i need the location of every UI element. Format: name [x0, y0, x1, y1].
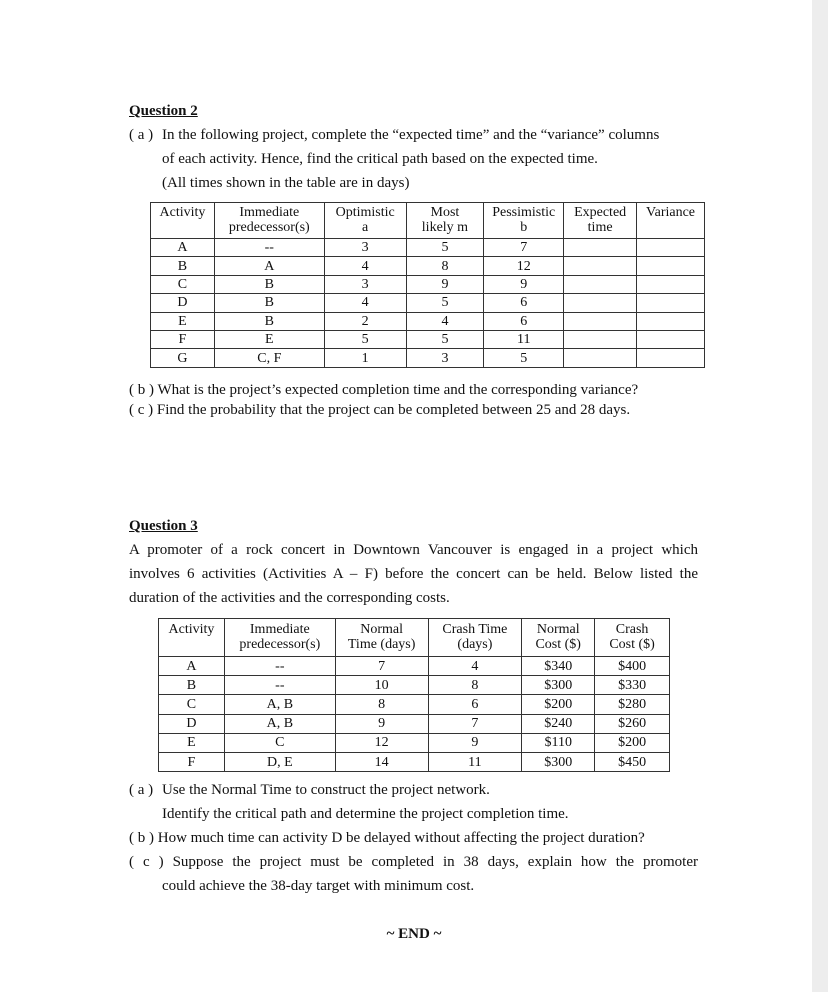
table-cell: B	[159, 676, 225, 695]
q2-col-activity: Activity	[151, 203, 215, 239]
table-cell: 3	[324, 239, 406, 257]
table-cell: $200	[522, 695, 595, 714]
table-cell: 5	[406, 239, 484, 257]
table-row	[159, 752, 670, 771]
table-cell	[637, 349, 705, 367]
table-row	[151, 275, 705, 293]
table-cell: E	[151, 312, 215, 330]
table-cell: 8	[406, 257, 484, 275]
table-cell: 9	[406, 275, 484, 293]
table-cell: E	[159, 733, 225, 752]
table-cell: $450	[595, 752, 670, 771]
q3-intro-line3: duration of the activities and the corresponding costs.	[129, 590, 450, 606]
table-cell	[564, 239, 637, 257]
table-cell: 6	[484, 294, 564, 312]
table-cell: $340	[522, 657, 595, 676]
table-cell	[564, 330, 637, 348]
q2-col-predecessor: Immediate predecessor(s)	[214, 203, 324, 239]
table-row	[151, 312, 705, 330]
table-cell: D	[151, 294, 215, 312]
table-cell: 14	[335, 752, 428, 771]
table-cell: 2	[324, 312, 406, 330]
q3-activity-table	[158, 618, 670, 772]
table-cell	[637, 330, 705, 348]
table-cell: 8	[335, 695, 428, 714]
table-cell: B	[151, 257, 215, 275]
table-cell: A, B	[224, 695, 335, 714]
q2-col-variance: Variance	[637, 203, 705, 239]
q3-part-b: ( b ) How much time can activity D be delayed without affecting the project duration?	[129, 830, 645, 846]
table-cell	[637, 275, 705, 293]
table-cell: $260	[595, 714, 670, 733]
table-cell: $400	[595, 657, 670, 676]
table-row	[159, 695, 670, 714]
table-cell: 12	[335, 733, 428, 752]
table-cell: 7	[484, 239, 564, 257]
q2-part-b: ( b ) What is the project’s expected completion time and the corresponding variance?	[129, 382, 639, 398]
table-cell: D, E	[224, 752, 335, 771]
table-cell: --	[214, 239, 324, 257]
q2-activity-table	[150, 202, 705, 368]
q2-part-a-line1: In the following project, complete the “expected time” and the “variance” columns	[162, 127, 660, 143]
table-cell: --	[224, 657, 335, 676]
table-row	[159, 657, 670, 676]
table-cell: 12	[484, 257, 564, 275]
table-row	[159, 714, 670, 733]
table-cell: 7	[335, 657, 428, 676]
table-cell: D	[159, 714, 225, 733]
table-row	[159, 733, 670, 752]
table-cell: 4	[406, 312, 484, 330]
q2-col-most-likely: Most likely m	[406, 203, 484, 239]
table-cell: $280	[595, 695, 670, 714]
table-cell: A	[214, 257, 324, 275]
table-cell	[637, 239, 705, 257]
q3-col-crash-time: Crash Time (days)	[428, 619, 522, 657]
table-cell: 9	[484, 275, 564, 293]
table-cell: 9	[335, 714, 428, 733]
table-cell: 5	[406, 294, 484, 312]
table-row	[151, 349, 705, 367]
table-cell: 5	[324, 330, 406, 348]
table-cell: 5	[484, 349, 564, 367]
q2-col-optimistic: Optimistic a	[324, 203, 406, 239]
table-cell: 8	[428, 676, 522, 695]
q3-col-crash-cost: Crash Cost ($)	[595, 619, 670, 657]
table-cell: 3	[324, 275, 406, 293]
table-cell: A	[151, 239, 215, 257]
table-cell: 3	[406, 349, 484, 367]
table-cell	[564, 257, 637, 275]
table-cell: 10	[335, 676, 428, 695]
q2-part-a-line2: of each activity. Hence, find the critical path based on the expected time.	[162, 151, 598, 167]
table-cell	[564, 275, 637, 293]
table-cell	[564, 294, 637, 312]
q3-part-a-line1: Use the Normal Time to construct the project network.	[162, 782, 490, 798]
table-cell: B	[214, 275, 324, 293]
q3-part-c-line1: ( c ) Suppose the project must be completed in 38 days, explain how the promoter	[129, 854, 698, 870]
table-cell: C, F	[214, 349, 324, 367]
table-cell: $300	[522, 752, 595, 771]
table-cell: 6	[428, 695, 522, 714]
q3-intro-line2: involves 6 activities (Activities A – F) before the concert can be held. Below listed the	[129, 566, 698, 582]
q2-header-row	[151, 203, 705, 239]
table-cell: 6	[484, 312, 564, 330]
table-cell: C	[151, 275, 215, 293]
table-cell	[637, 257, 705, 275]
table-cell: E	[214, 330, 324, 348]
table-cell: $240	[522, 714, 595, 733]
table-cell: B	[214, 312, 324, 330]
table-row	[151, 294, 705, 312]
q3-intro-line1: A promoter of a rock concert in Downtown Vancouver is engaged in a project which	[129, 542, 698, 558]
table-cell: 11	[428, 752, 522, 771]
table-cell: A, B	[224, 714, 335, 733]
q2-part-c: ( c ) Find the probability that the project can be completed between 25 and 28 days.	[129, 402, 631, 418]
table-cell: $330	[595, 676, 670, 695]
table-cell: F	[159, 752, 225, 771]
table-row	[151, 239, 705, 257]
q3-part-c-line2: could achieve the 38-day target with minimum cost.	[162, 878, 475, 894]
table-cell: B	[214, 294, 324, 312]
table-cell: G	[151, 349, 215, 367]
table-row	[159, 676, 670, 695]
q3-heading: Question 3	[129, 518, 198, 534]
q3-part-a-line2: Identify the critical path and determine the project completion time.	[162, 806, 569, 822]
table-cell	[564, 349, 637, 367]
table-cell: 4	[324, 294, 406, 312]
q3-col-normal-time: Normal Time (days)	[335, 619, 428, 657]
q3-col-normal-cost: Normal Cost ($)	[522, 619, 595, 657]
q3-part-a-label: ( a )	[129, 782, 154, 798]
table-row	[151, 330, 705, 348]
q2-col-pessimistic: Pessimistic b	[484, 203, 564, 239]
table-cell: C	[159, 695, 225, 714]
q2-heading: Question 2	[129, 103, 198, 119]
table-row	[151, 257, 705, 275]
table-cell: $300	[522, 676, 595, 695]
q2-part-a-label: ( a )	[129, 127, 154, 143]
table-cell: A	[159, 657, 225, 676]
page-edge	[812, 0, 828, 992]
table-cell	[637, 294, 705, 312]
q3-col-predecessor: Immediate predecessor(s)	[224, 619, 335, 657]
table-cell: 11	[484, 330, 564, 348]
table-cell	[637, 312, 705, 330]
table-cell	[564, 312, 637, 330]
table-cell: C	[224, 733, 335, 752]
end-marker: ~ END ~	[386, 926, 442, 942]
q2-part-a-line3: (All times shown in the table are in days)	[162, 175, 410, 191]
table-cell: $200	[595, 733, 670, 752]
table-cell: 5	[406, 330, 484, 348]
table-cell: --	[224, 676, 335, 695]
table-cell: 7	[428, 714, 522, 733]
table-cell: $110	[522, 733, 595, 752]
q3-col-activity: Activity	[159, 619, 225, 657]
table-cell: F	[151, 330, 215, 348]
q2-col-expected-time: Expected time	[564, 203, 637, 239]
table-cell: 9	[428, 733, 522, 752]
table-cell: 4	[428, 657, 522, 676]
table-cell: 4	[324, 257, 406, 275]
table-cell: 1	[324, 349, 406, 367]
q3-header-row	[159, 619, 670, 657]
